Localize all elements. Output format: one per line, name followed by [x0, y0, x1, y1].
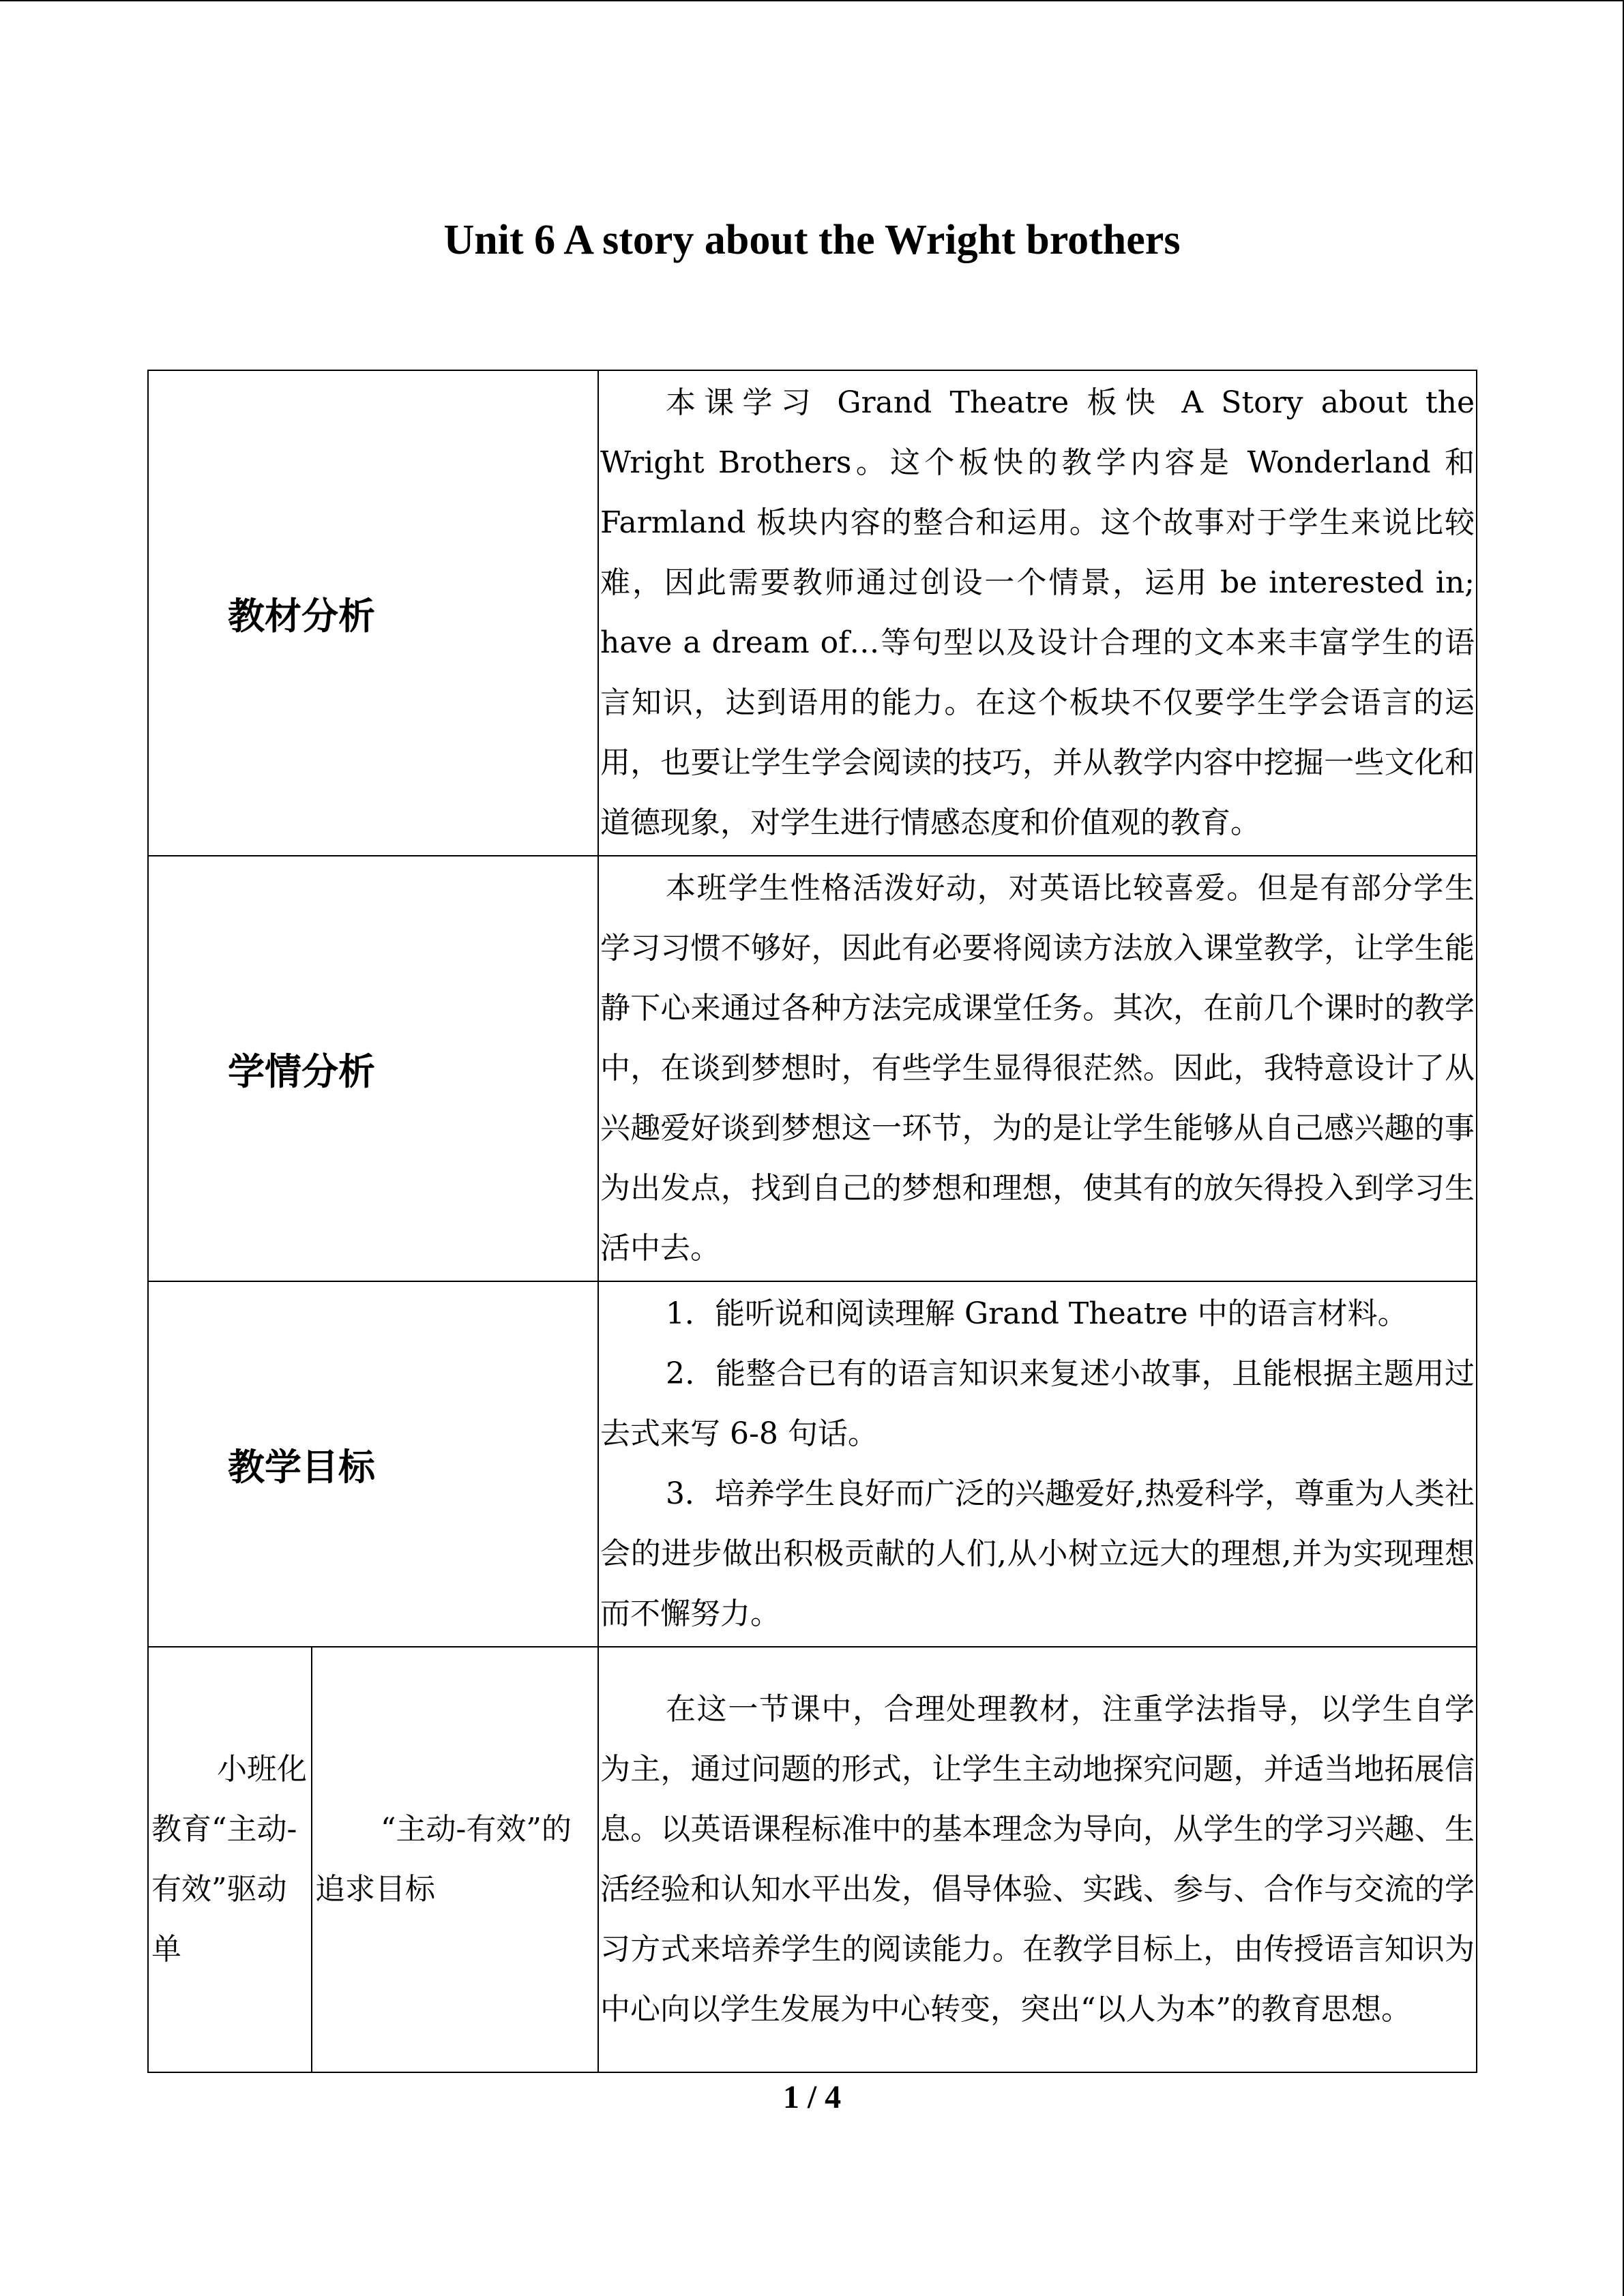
paragraph: 本课学习 Grand Theatre 板快 A Story about the Wright Brothers。这个板快的教学内容是 Wonderland 和 Farmland 板块内容的整合和运用。这个故事对于学生来说比较难，因此需要教师通过创设一个情景，运用 be interested in; have a dream of…等句型以及设计合理的文本来丰富学生的语言知识，达到语用的能力。在这个板块不仅要学生学会语言的运用，也要让学生学会阅读的技巧，并从教学内容中挖掘一些文化和道德现象，对学生进行情感态度和价值观的教育。 [600, 385, 1475, 840]
row-content [598, 1281, 1477, 1647]
row-label: 学情分析 [148, 856, 598, 1281]
drive-sheet-label: 小班化教育“主动-有效”驱动单 [148, 1647, 312, 2072]
table-row [148, 856, 1477, 1281]
row-content [598, 370, 1477, 856]
table-row [148, 1281, 1477, 1647]
paragraph: 本班学生性格活泼好动，对英语比较喜爱。但是有部分学生学习习惯不够好，因此有必要将阅读方法放入课堂教学，让学生能静下心来通过各种方法完成课堂任务。其次，在前几个课时的教学中，在谈到梦想时，有些学生显得很茫然。因此，我特意设计了从兴趣爱好谈到梦想这一环节，为的是让学生能够从自己感兴趣的事为出发点，找到自己的梦想和理想，使其有的放矢得投入到学习生活中去。 [600, 871, 1475, 1266]
paragraph: 在这一节课中，合理处理教材，注重学法指导，以学生自学为主，通过问题的形式，让学生主动地探究问题，并适当地拓展信息。以英语课程标准中的基本理念为导向，从学生的学习兴趣、生活经验和认知水平出发，倡导体验、实践、参与、合作与交流的学习方式来培养学生的阅读能力。在教学目标上，由传授语言知识为中心向以学生发展为中心转变，突出“以人为本”的教育思想。 [600, 1692, 1475, 2027]
page-title: Unit 6 A story about the Wright brothers [443, 217, 1181, 263]
pursuit-goal-label: “主动-有效”的追求目标 [312, 1647, 598, 2072]
paragraph: 1．能听说和阅读理解 Grand Theatre 中的语言材料。 [666, 1296, 1408, 1331]
lesson-plan-table [147, 370, 1477, 2073]
row-label: 教学目标 [148, 1281, 598, 1647]
row-content [598, 1647, 1477, 2072]
table-row [148, 1647, 1477, 2072]
page-number: 1 / 4 [782, 2079, 842, 2115]
row-content [598, 856, 1477, 1281]
paragraph: 2．能整合已有的语言知识来复述小故事，且能根据主题用过去式来写 6-8 句话。 [600, 1356, 1475, 1451]
row-label: 教材分析 [148, 370, 598, 856]
table-row [148, 370, 1477, 856]
paragraph: 3．培养学生良好而广泛的兴趣爱好,热爱科学，尊重为人类社会的进步做出积极贡献的人们,从小树立远大的理想,并为实现理想而不懈努力。 [600, 1476, 1475, 1631]
